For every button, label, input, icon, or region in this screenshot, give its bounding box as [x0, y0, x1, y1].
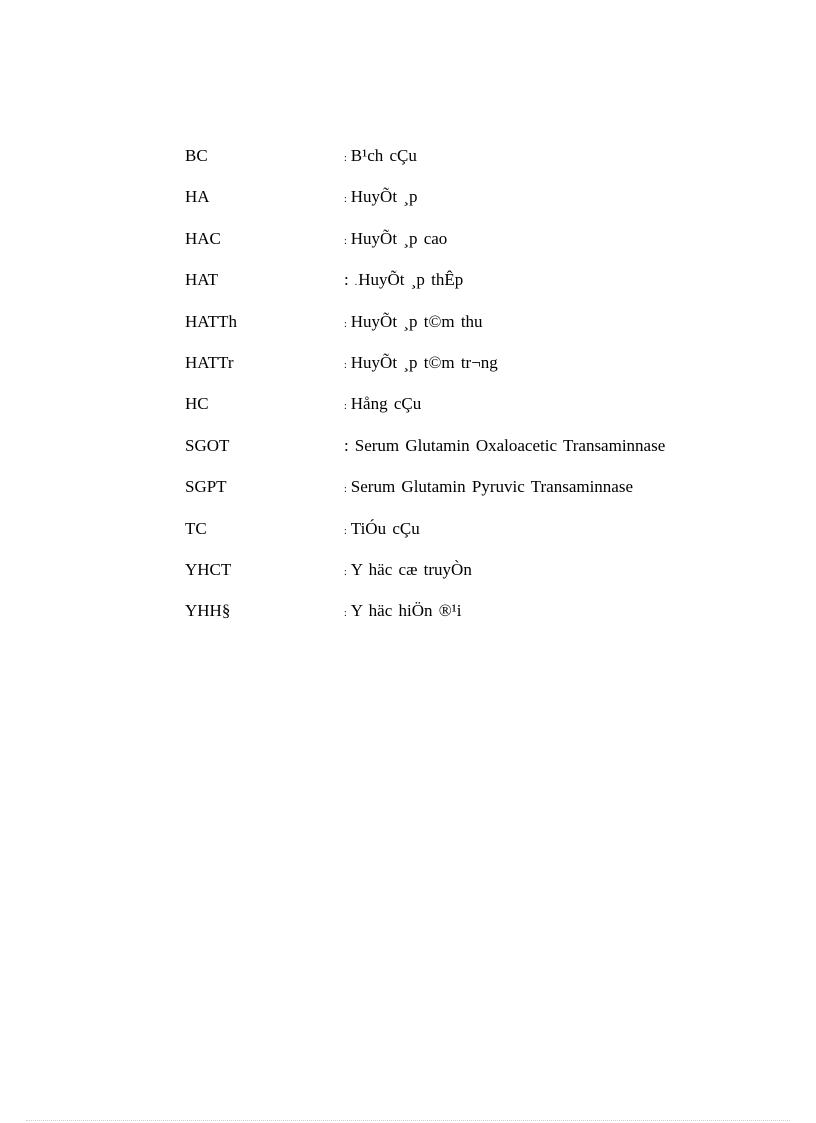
abbreviation-definition: HuyÕt ¸p cao [350, 228, 448, 248]
abbreviation-list [185, 145, 745, 642]
abbreviation-colon: : [344, 270, 349, 290]
abbreviation-definition: Serum Glutamin Oxaloacetic Transaminnase [354, 435, 666, 455]
abbreviation-code: HA [185, 187, 210, 207]
abbreviation-code: HC [185, 394, 209, 414]
abbreviation-row-sgot [185, 435, 745, 476]
abbreviation-definition: Hång cÇu [350, 394, 422, 414]
abbreviation-code: SGPT [185, 477, 227, 497]
abbreviation-row-yhct [185, 559, 745, 600]
abbreviation-row-hattr [185, 352, 745, 393]
abbreviation-code: HAT [185, 270, 219, 290]
abbreviation-colon: : [344, 608, 347, 620]
abbreviation-definition: HuyÕt ¸p [350, 187, 418, 207]
abbreviation-colon: : [344, 318, 347, 330]
abbreviation-code: YHH§ [185, 601, 231, 621]
abbreviation-definition: Serum Glutamin Pyruvic Transaminnase [350, 477, 634, 497]
abbreviation-code: BC [185, 146, 208, 165]
abbreviation-code: TC [185, 518, 207, 538]
abbreviation-code: HAC [185, 228, 221, 248]
abbreviation-colon: : [344, 359, 347, 371]
abbreviation-row-tc [185, 518, 745, 559]
abbreviation-row-hat [185, 269, 745, 310]
abbreviation-code: HATTh [185, 311, 237, 331]
abbreviation-colon: : [344, 435, 349, 455]
abbreviation-row-sgpt [185, 476, 745, 517]
abbreviation-definition: HuyÕt ¸p t©m thu [350, 311, 483, 331]
abbreviation-colon: : [344, 484, 347, 496]
abbreviation-row-yhhd [185, 600, 745, 641]
abbreviation-colon: : [344, 153, 347, 164]
abbreviation-definition: TiÓu cÇu [350, 518, 420, 538]
abbreviation-definition: HuyÕt ¸p thÊp [358, 270, 464, 290]
abbreviation-definition: Y häc hiÖn ®¹i [350, 601, 462, 621]
abbreviation-colon: : [344, 401, 347, 413]
abbreviation-colon: : [344, 566, 347, 578]
abbreviation-row-bc [185, 145, 745, 186]
abbreviation-dot: . [354, 277, 358, 289]
abbreviation-code: YHCT [185, 559, 232, 579]
abbreviation-code: SGOT [185, 435, 230, 455]
abbreviation-definition: HuyÕt ¸p t©m tr¬ng [350, 352, 498, 372]
abbreviation-row-hac [185, 228, 745, 269]
abbreviation-row-hc [185, 393, 745, 434]
abbreviation-definition: Y häc cæ truyÒn [350, 559, 472, 579]
abbreviation-row-hatth [185, 311, 745, 352]
abbreviation-code: HATTr [185, 352, 234, 372]
abbreviation-colon: : [344, 525, 347, 537]
abbreviation-colon: : [344, 194, 347, 206]
page-bottom-dotted-rule [26, 1120, 790, 1121]
abbreviation-row-ha [185, 186, 745, 227]
abbreviation-colon: : [344, 235, 347, 247]
abbreviation-definition: B¹ch cÇu [350, 146, 417, 165]
